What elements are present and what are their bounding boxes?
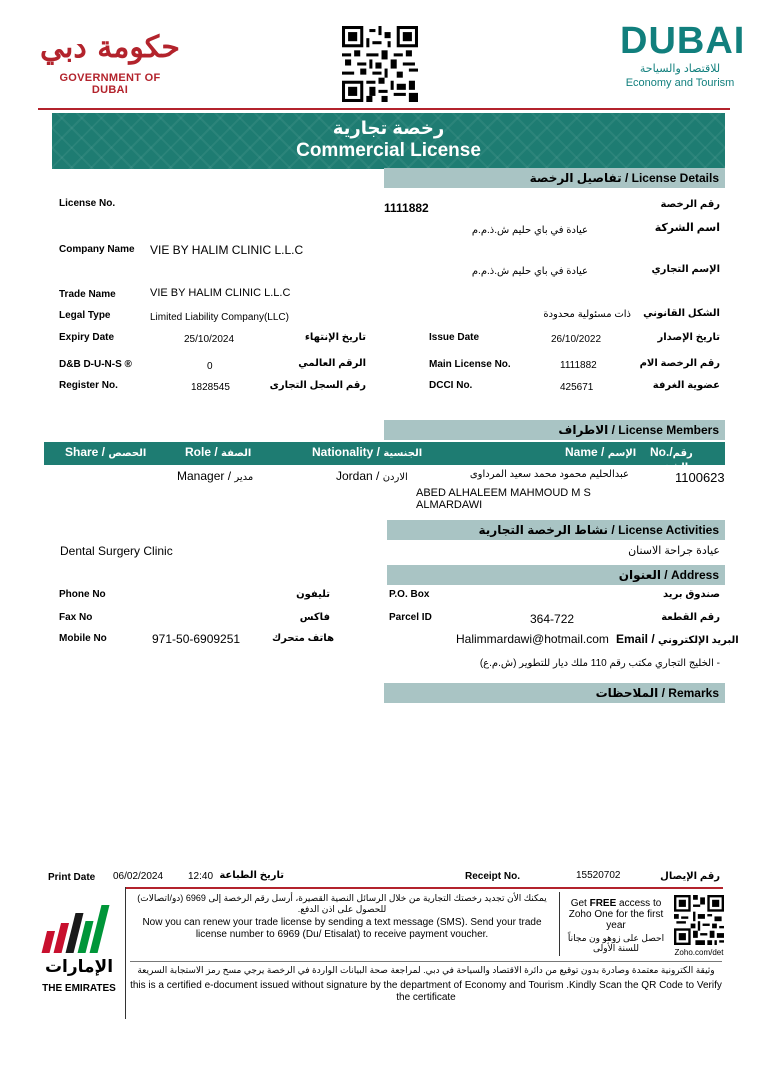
- license-no-label-ar: رقم الرخصة: [660, 199, 720, 210]
- col-no-en: No./: [650, 445, 673, 459]
- member-role: [177, 469, 253, 483]
- zoho-offer-pre: Get: [570, 898, 590, 909]
- footer-vertical-divider: [125, 887, 126, 1019]
- dcci-no-value: 425671: [560, 382, 594, 393]
- member-nationality: [336, 469, 408, 483]
- emirates-logo-en: THE EMIRATES: [42, 983, 116, 994]
- phone-label: Phone No: [59, 589, 106, 600]
- email-label-ar: البريد الإلكتروني: [658, 635, 739, 646]
- table-row: [44, 466, 725, 514]
- dcci-no-label: DCCI No.: [429, 380, 473, 391]
- parcel-id-value: 364-722: [530, 612, 575, 626]
- fax-label: Fax No: [59, 612, 93, 623]
- register-no-label-ar: رقم السجل التجارى: [269, 380, 366, 391]
- dcci-no-label-ar: عضوية الغرفة: [652, 380, 720, 391]
- license-no-value: 1111882: [384, 201, 429, 215]
- receipt-no-value: 15520702: [576, 870, 621, 881]
- duns-value: 0: [207, 361, 213, 372]
- address-ar-value: - الخليج التجاري مكتب رقم 110 ملك ديار للتطوير (ش.م.ع): [479, 658, 720, 669]
- col-share: [65, 445, 146, 459]
- certificate-notice-en: this is a certified e-document issued without signature by the department of Economy and Tourism .Kindly Scan the QR Code to Verify the certificate: [130, 980, 722, 1003]
- title-ar: رخصة تجارية: [332, 118, 445, 138]
- license-no-label: License No.: [59, 198, 116, 209]
- title-en: Commercial License: [296, 140, 481, 161]
- det-logo-ar: للاقتصاد والسياحة: [639, 63, 721, 75]
- print-time-value: 12:40: [188, 871, 214, 882]
- expiry-date-label: Expiry Date: [59, 332, 115, 343]
- address-heading: Address / العنوان: [387, 565, 725, 585]
- trade-name-label-ar: الإسم التجاري: [651, 264, 720, 275]
- col-role-ar: الصفة: [221, 448, 252, 459]
- pobox-label: P.O. Box: [389, 589, 430, 600]
- duns-label: D&B D-U-N-S ®: [59, 359, 132, 370]
- col-name: [565, 445, 636, 459]
- col-share-en: Share /: [65, 445, 109, 459]
- legal-type-label-ar: الشكل القانوني: [643, 308, 720, 319]
- header-divider: [38, 108, 730, 110]
- phone-label-ar: تليفون: [296, 589, 330, 600]
- legal-type-value: Limited Liability Company(LLC): [150, 312, 289, 323]
- member-nationality-ar: الاردن: [382, 472, 408, 483]
- mobile-label-ar: هاتف متحرك: [272, 633, 334, 644]
- register-no-label: Register No.: [59, 380, 118, 391]
- col-nationality: [312, 445, 422, 459]
- print-date-label: Print Date: [48, 872, 96, 883]
- footer-zoho-divider: [559, 892, 560, 956]
- issue-date-label-ar: تاريخ الإصدار: [657, 332, 720, 343]
- main-license-label-ar: رقم الرخصة الام: [639, 358, 720, 369]
- col-no-ar: رقم الشخص: [650, 448, 693, 473]
- company-name-value: VIE BY HALIM CLINIC L.L.C: [150, 243, 304, 257]
- member-role-en: Manager /: [177, 469, 235, 483]
- duns-label-ar: الرقم العالمي: [298, 358, 366, 369]
- company-name-ar-value: عيادة في باي حليم ش.ذ.م.م: [471, 225, 588, 236]
- zoho-offer-ar: احصل على زوهو ون مجاناً للسنة الأولى: [567, 933, 665, 953]
- members-table-header: [44, 442, 725, 473]
- pobox-label-ar: صندوق بريد: [663, 589, 720, 600]
- col-name-ar: الإسم: [607, 448, 637, 459]
- print-date-label-ar: تاريخ الطباعة: [219, 870, 284, 881]
- footer-divider: [125, 887, 723, 889]
- trade-name-label: Trade Name: [59, 289, 116, 300]
- member-role-ar: مدير: [234, 472, 254, 483]
- det-logo-text: DUBAI: [620, 20, 746, 62]
- member-nationality-en: Jordan /: [336, 469, 383, 483]
- col-name-en: Name /: [565, 445, 608, 459]
- gov-dubai-logo: [40, 28, 180, 96]
- col-nationality-ar: الجنسية: [383, 448, 423, 459]
- emirates-logo-ar: الإمارات: [44, 957, 114, 976]
- zoho-qr-code-icon: [674, 895, 724, 945]
- mobile-value: 971-50-6909251: [152, 632, 241, 646]
- activity-ar: عيادة جراحة الاسنان: [628, 545, 720, 557]
- zoho-url: Zoho.com/det: [674, 948, 724, 957]
- license-members-heading: License Members / الاطراف: [384, 420, 725, 440]
- company-name-label-ar: اسم الشركة: [654, 222, 720, 234]
- register-no-value: 1828545: [191, 382, 230, 393]
- det-logo: [620, 20, 746, 94]
- gov-dubai-logo-en: GOVERNMENT OF DUBAI: [59, 72, 161, 96]
- member-no: 1100623: [675, 470, 725, 485]
- expiry-date-label-ar: تاريخ الإنتهاء: [304, 332, 366, 343]
- zoho-offer: [562, 898, 670, 931]
- activity-en: Dental Surgery Clinic: [60, 544, 173, 558]
- parcel-id-label-ar: رقم القطعة: [661, 612, 720, 623]
- zoho-offer-free: FREE: [589, 898, 617, 909]
- zoho-offer-post: access to Zoho One for the first year: [568, 898, 664, 931]
- qr-code-icon: [342, 26, 418, 102]
- sms-notice-ar: يمكنك الأن تجديد رخصتك التجارية من خلال الرسائل النصية القصيرة، أرسل رقم الرخصة إلى 6969 (دو/اتصالات) للحصول على اذن الدفع.: [137, 893, 547, 914]
- col-share-ar: الحصص: [108, 448, 147, 459]
- col-role: [185, 445, 251, 459]
- issue-date-value: 26/10/2022: [551, 334, 602, 345]
- emirates-stripes-icon: [38, 895, 120, 957]
- license-details-heading: License Details / تفاصيل الرخصة: [384, 168, 725, 188]
- legal-type-label: Legal Type: [59, 310, 111, 321]
- email-value: Halimmardawi@hotmail.com: [456, 632, 609, 646]
- parcel-id-label: Parcel ID: [389, 612, 432, 623]
- legal-type-ar-value: ذات مسئولية محدودة: [543, 309, 631, 320]
- col-nationality-en: Nationality /: [312, 445, 384, 459]
- the-emirates-logo: [38, 895, 120, 1005]
- col-role-en: Role /: [185, 445, 222, 459]
- receipt-no-label-ar: رقم الإيصال: [660, 871, 720, 882]
- remarks-heading: Remarks / الملاحظات: [384, 683, 725, 703]
- main-license-label: Main License No.: [429, 359, 511, 370]
- gov-dubai-logo-ar: حكومة دبي: [40, 30, 180, 65]
- fax-label-ar: فاكس: [299, 612, 330, 623]
- main-license-value: 1111882: [560, 360, 597, 371]
- mobile-label: Mobile No: [59, 633, 107, 644]
- member-name-en: ABED ALHALEEM MAHMOUD M S ALMARDAWI: [416, 487, 591, 511]
- certificate-notice-ar: وثيقة الكترونية معتمدة وصادرة بدون توقيع من دائرة الاقتصاد والسياحة في دبي. لمراجعة صحة البيانات الواردة في الرخصة يرجي مسح رمز الاستجابة السريعة: [137, 965, 715, 975]
- title-banner: [52, 113, 725, 169]
- email-label: [616, 632, 739, 646]
- trade-name-value: VIE BY HALIM CLINIC L.L.C: [150, 287, 291, 299]
- sms-notice-en: Now you can renew your trade license by sending a text message (SMS). Send your trade license number to 6969 (Du/ Etisalat) to receive payment voucher.: [142, 917, 542, 940]
- trade-name-ar-value: عيادة في باي حليم ش.ذ.م.م: [471, 266, 588, 277]
- expiry-date-value: 25/10/2024: [184, 334, 235, 345]
- license-activities-heading: License Activities / نشاط الرخصة التجارية: [387, 520, 725, 540]
- print-date-value: 06/02/2024: [113, 871, 164, 882]
- receipt-no-label: Receipt No.: [465, 871, 521, 882]
- issue-date-label: Issue Date: [429, 332, 480, 343]
- footer-cert-divider: [130, 961, 722, 962]
- member-name-ar: عبدالحليم محمود محمد سعيد المرداوى: [469, 469, 629, 480]
- det-logo-en: Economy and Tourism: [625, 77, 735, 89]
- company-name-label: Company Name: [59, 244, 135, 255]
- email-label-en: Email /: [616, 632, 659, 646]
